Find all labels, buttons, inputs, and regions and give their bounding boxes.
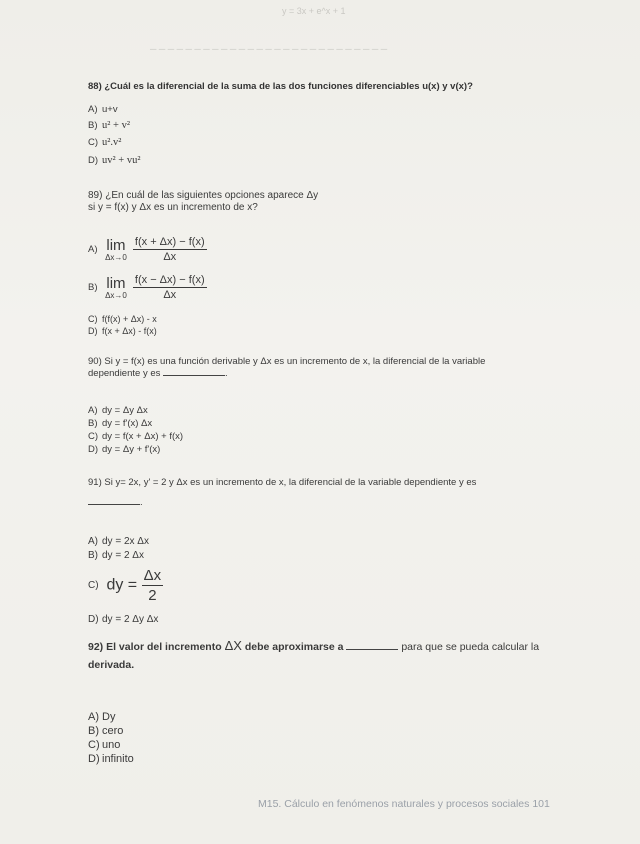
- bleed-through-text: ─ ─ ─ ─ ─ ─ ─ ─ ─ ─ ─ ─ ─ ─ ─ ─ ─ ─ ─ ─ ─ ─ ─ ─ ─ ─ ─: [150, 44, 388, 54]
- answer-blank[interactable]: [163, 375, 225, 376]
- q89-option-a[interactable]: A) lim Δx→0 $\frac{f(x + \Delta x) - f(x)}{\Delta x}$: [88, 236, 205, 263]
- question-90-line2: dependiente y es .: [88, 368, 228, 379]
- q88-option-d[interactable]: D) uv² + vu²: [88, 155, 141, 166]
- q92-option-b[interactable]: B) cero: [88, 725, 124, 737]
- q92-option-d[interactable]: D) infinito: [88, 753, 134, 765]
- q91-option-c[interactable]: C) dy = $\frac{\Delta x}{2}$: [88, 567, 162, 604]
- difference-quotient: $\frac{f(x - \Delta x) - f(x)}{\Delta x}$: [134, 274, 205, 301]
- question-92-line2: derivada.: [88, 659, 135, 671]
- bleed-through-text: y = 3x + e^x + 1: [282, 6, 346, 16]
- q91-option-d[interactable]: D) dy = 2 Δy Δx: [88, 614, 159, 625]
- answer-blank[interactable]: [346, 649, 398, 650]
- q91-option-b[interactable]: B) dy = 2 Δx: [88, 550, 144, 561]
- q89-option-b[interactable]: B) lim Δx→0 $\frac{f(x - \Delta x) - f(x)}{\Delta x}$: [88, 274, 205, 301]
- q88-option-a[interactable]: A) u+v: [88, 104, 118, 115]
- fraction: $\frac{\Delta x}{2}$: [143, 567, 162, 604]
- q92-option-c[interactable]: C) uno: [88, 739, 121, 751]
- answer-blank[interactable]: [88, 504, 140, 505]
- question-88: 88) ¿Cuál es la diferencial de la suma de las dos funciones diferenciables u(x) y v(x)?: [88, 81, 473, 92]
- q92-option-a[interactable]: A) Dy: [88, 711, 116, 723]
- q90-option-b[interactable]: B) dy = f'(x) Δx: [88, 418, 153, 429]
- q88-option-b[interactable]: B) u² + v²: [88, 120, 130, 131]
- question-92-line1: 92) El valor del incremento ΔX debe aproximarse a para que se pueda calcular la: [88, 638, 540, 653]
- q90-option-c[interactable]: C) dy = f(x + Δx) + f(x): [88, 431, 184, 442]
- q91-option-a[interactable]: A) dy = 2x Δx: [88, 536, 149, 547]
- question-90-line1: 90) Si y = f(x) es una función derivable y Δx es un incremento de x, la diferencial de la variable: [88, 356, 486, 367]
- question-91-line1: 91) Si y= 2x, y' = 2 y Δx es un incremento de x, la diferencial de la variable dependiente y es: [88, 477, 477, 488]
- question-91-line2: .: [88, 497, 143, 508]
- q89-option-c[interactable]: C) f(f(x) + Δx) - x: [88, 314, 157, 324]
- q88-option-c[interactable]: C) u².v²: [88, 137, 122, 148]
- limit-operator: lim Δx→0: [105, 274, 127, 300]
- limit-operator: lim Δx→0: [105, 236, 127, 262]
- difference-quotient: $\frac{f(x + \Delta x) - f(x)}{\Delta x}$: [134, 236, 205, 263]
- q89-option-d[interactable]: D) f(x + Δx) - f(x): [88, 326, 157, 336]
- q90-option-a[interactable]: A) dy = Δy Δx: [88, 405, 148, 416]
- page-footer: M15. Cálculo en fenómenos naturales y procesos sociales 101: [258, 798, 550, 810]
- q90-option-d[interactable]: D) dy = Δy + f'(x): [88, 444, 161, 455]
- question-89-line2: si y = f(x) y Δx es un incremento de x?: [88, 202, 258, 213]
- question-89-line1: 89) ¿En cuál de las siguientes opciones aparece Δy: [88, 190, 319, 201]
